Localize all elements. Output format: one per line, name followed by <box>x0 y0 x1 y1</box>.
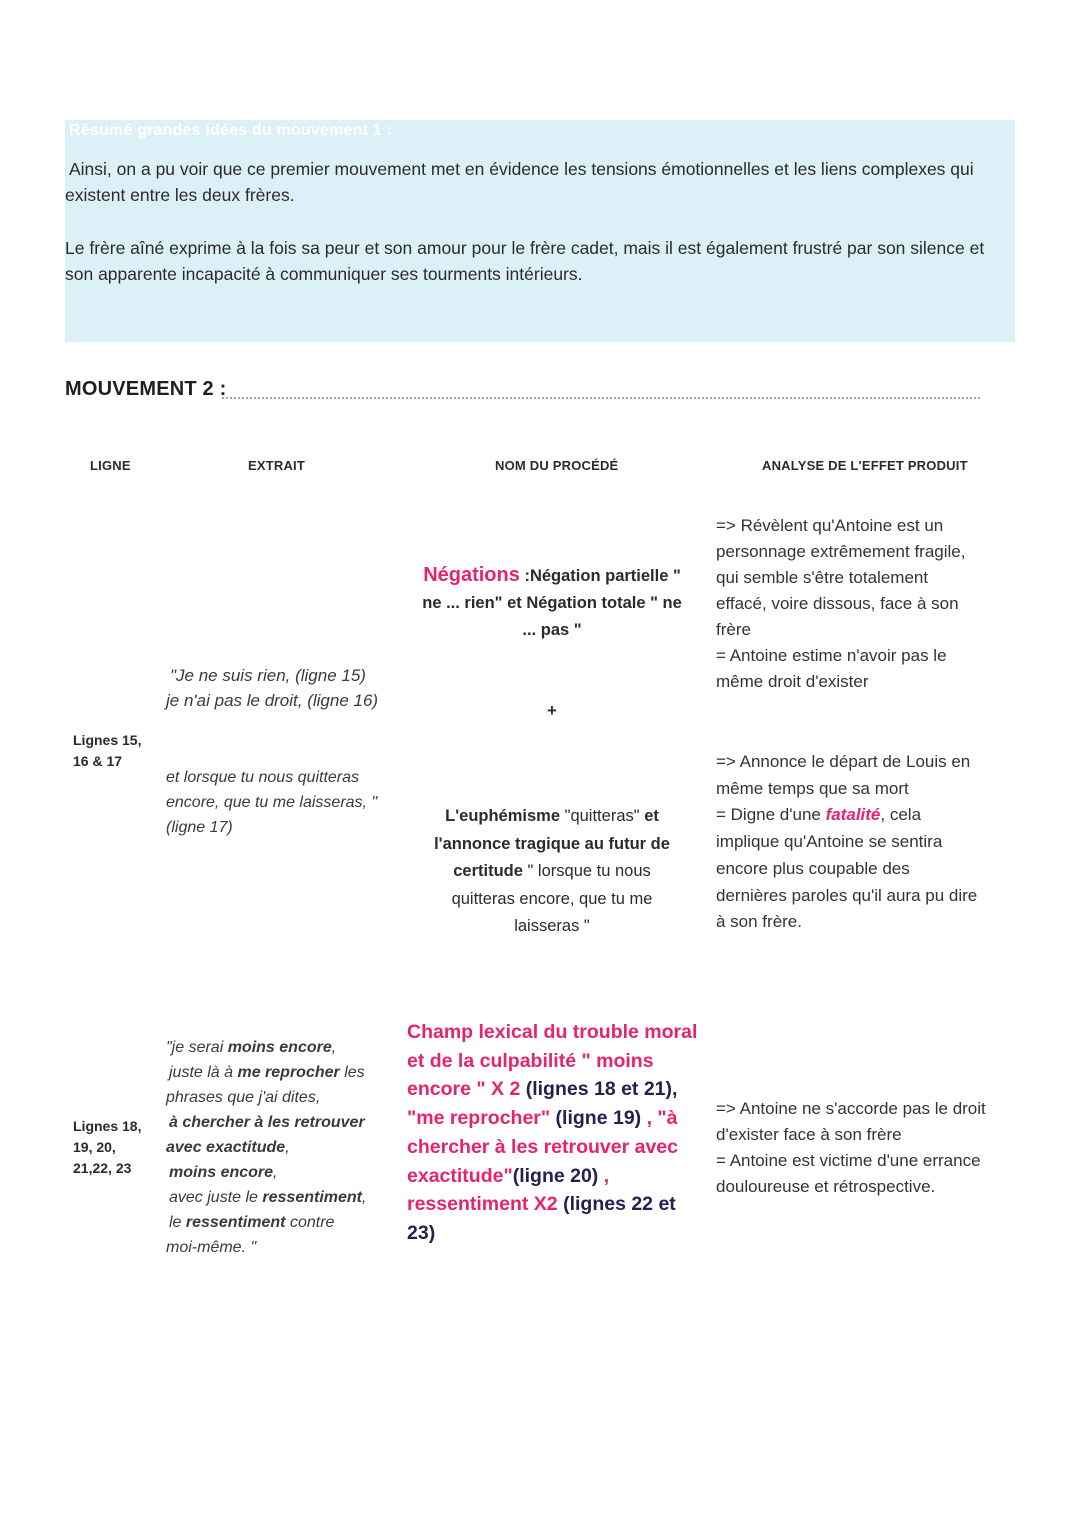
procede2-l6-pink: exactitude" <box>407 1164 513 1187</box>
summary-paragraph-2: Le frère aîné exprime à la fois sa peur et son amour pour le frère cadet, mais il est également frustré par son silence et son apparente incapacité à communiquer ses tourments intérieurs. <box>65 238 985 284</box>
summary-paragraph-1: Ainsi, on a pu voir que ce premier mouvement met en évidence les tensions émotionnelles et les liens complexes qui existent entre les deux frères. <box>65 159 974 205</box>
extrait2-l1-post: , <box>331 1039 337 1056</box>
header-ligne: LIGNE <box>90 458 131 473</box>
procede-a-l2: ne ... rien" et Négation totale " ne <box>422 594 682 612</box>
procede-b-euphemisme: L'euphémisme <box>445 807 561 825</box>
procede-b-l3-rest: " lorsque tu nous <box>522 862 651 880</box>
procede-b-certitude: certitude <box>453 862 523 880</box>
analyse-b-l4: implique qu'Antoine se sentira <box>716 832 943 852</box>
analyse2-l1: => Antoine ne s'accorde pas le droit <box>716 1099 986 1118</box>
analyse-a-l1: => Révèlent qu'Antoine est un <box>716 516 944 535</box>
analyse2-l3: = Antoine est victime d'une errance <box>716 1151 981 1170</box>
summary-title: Résumé grandes idées du mouvement 1 : <box>69 122 393 139</box>
analyse-b-fatalite: fatalité <box>825 805 881 825</box>
analyse-a-l6: = Antoine estime n'avoir pas le <box>716 646 947 665</box>
analyse-b-l3-pre: = Digne d'une <box>716 805 826 825</box>
analyse-b-l3-post: , cela <box>880 805 922 825</box>
procede2-l1: Champ lexical du trouble moral <box>407 1021 698 1043</box>
procede-b-l5: laisseras " <box>514 917 590 935</box>
row1-plus: + <box>547 702 557 720</box>
procede2-l7-pink: ressentiment X2 <box>407 1193 558 1216</box>
analyse-a-l3: qui semble s'être totalement <box>716 568 929 587</box>
row1-extrait-b-l1: et lorsque tu nous quitteras <box>166 769 360 786</box>
analyse2-l4: douloureuse et rétrospective. <box>716 1177 936 1196</box>
row1-ligne-l2: 16 & 17 <box>73 753 123 769</box>
header-analyse: ANALYSE DE L'EFFET PRODUIT <box>762 458 968 473</box>
analyse-b-l1: => Annonce le départ de Louis en <box>716 752 971 771</box>
procede-b-l2: l'annonce tragique au futur de <box>434 834 670 853</box>
row1-ligne <box>73 730 141 772</box>
analyse-a-l2: personnage extrêmement fragile, <box>716 542 966 561</box>
extrait2-l7-pre: avec juste le <box>169 1189 263 1206</box>
procede-term-negations: Négations <box>423 564 520 586</box>
row1-procede-a <box>406 562 698 644</box>
header-extrait: EXTRAIT <box>248 458 306 473</box>
section-heading: MOUVEMENT 2 : <box>65 378 227 400</box>
extrait2-l2-post: les <box>339 1064 365 1081</box>
row2-analyse <box>716 1096 986 1200</box>
extrait2-l5-bold: avec exactitude <box>166 1139 286 1156</box>
analyse-b-l6: dernières paroles qu'il aura pu dire <box>716 885 978 905</box>
analyse-a-l7: même droit d'exister <box>716 672 869 691</box>
row1-extrait-a-l2: je n'ai pas le droit, (ligne 16) <box>166 691 379 710</box>
row1-extrait-a-l1: "Je ne suis rien, (ligne 15) <box>170 666 366 685</box>
row1-analyse-a <box>716 513 965 695</box>
row1-extrait-b <box>166 765 377 840</box>
procede-b-l4: quitteras encore, que tu me <box>451 889 653 908</box>
extrait2-l7-post: , <box>361 1189 367 1206</box>
row2-ligne-l2: 19, 20, <box>73 1139 116 1155</box>
row2-ligne-l3: 21,22, 23 <box>73 1160 132 1176</box>
row1-procede-b <box>406 803 698 941</box>
row1-extrait-b-l3: (ligne 17) <box>166 819 233 836</box>
procede2-l8: 23) <box>407 1221 436 1244</box>
procede2-l4-tail: , "à <box>641 1107 678 1130</box>
extrait2-l8-bold: ressentiment <box>185 1214 286 1231</box>
procede2-l6-tail: , <box>598 1164 610 1187</box>
extrait2-l2-bold: me reprocher <box>237 1064 340 1081</box>
extrait2-l6-bold: moins encore <box>169 1164 274 1181</box>
extrait2-l5-post: , <box>285 1139 290 1156</box>
row1-ligne-l1: Lignes 15, <box>73 732 142 748</box>
row2-extrait <box>166 1035 366 1260</box>
procede-b-l1-rest: "quitteras" <box>560 807 645 825</box>
header-procede: NOM DU PROCÉDÉ <box>495 458 619 473</box>
procede2-l3-pink: encore " X 2 <box>407 1078 521 1101</box>
row1-extrait-a <box>166 663 378 713</box>
procede-a-l3: ... pas " <box>522 621 582 639</box>
procede2-l4-pink: "me reprocher" <box>407 1107 551 1130</box>
extrait2-l7-bold: ressentiment <box>262 1189 362 1206</box>
procede2-l4-navy: (ligne 19) <box>550 1107 642 1130</box>
summary-box <box>65 120 1015 342</box>
extrait2-l3: phrases que j'ai dites, <box>166 1089 321 1106</box>
extrait2-l1-bold: moins encore <box>227 1039 332 1056</box>
analyse-b-l5: encore plus coupable des <box>716 858 910 878</box>
analyse-b-l2: même temps que sa mort <box>716 778 909 798</box>
extrait2-l2-pre: juste là à <box>169 1064 238 1081</box>
extrait2-l1-pre: "je serai <box>166 1039 228 1056</box>
extrait2-l9: moi-même. " <box>166 1239 257 1256</box>
procede2-l6-navy: (ligne 20) <box>512 1164 599 1187</box>
heading-dotted-line <box>222 397 980 399</box>
analyse-a-l5: frère <box>716 620 751 639</box>
procede2-l2: et de la culpabilité " moins <box>407 1049 654 1072</box>
extrait2-l6-post: , <box>273 1164 278 1181</box>
procede-a-l1: :Négation partielle " <box>519 567 681 585</box>
row1-extrait-b-l2: encore, que tu me laisseras, " <box>166 794 378 811</box>
procede-b-l1-et: et <box>644 807 659 825</box>
row1-analyse-b <box>716 749 977 936</box>
row2-ligne-l1: Lignes 18, <box>73 1118 142 1134</box>
row2-procede <box>407 1018 697 1248</box>
extrait2-l8-post: contre <box>285 1214 335 1231</box>
analyse-a-l4: effacé, voire dissous, face à son <box>716 594 959 613</box>
procede2-l3-navy: (lignes 18 et 21), <box>520 1078 678 1101</box>
procede2-l7-navy: (lignes 22 et <box>557 1193 676 1216</box>
row2-ligne <box>73 1116 141 1179</box>
analyse-b-l7: à son frère. <box>716 912 802 932</box>
procede2-l5: chercher à les retrouver avec <box>407 1135 679 1158</box>
analyse2-l2: d'exister face à son frère <box>716 1125 902 1144</box>
extrait2-l8-pre: le <box>169 1214 186 1231</box>
extrait2-l4: à chercher à les retrouver <box>169 1114 365 1131</box>
